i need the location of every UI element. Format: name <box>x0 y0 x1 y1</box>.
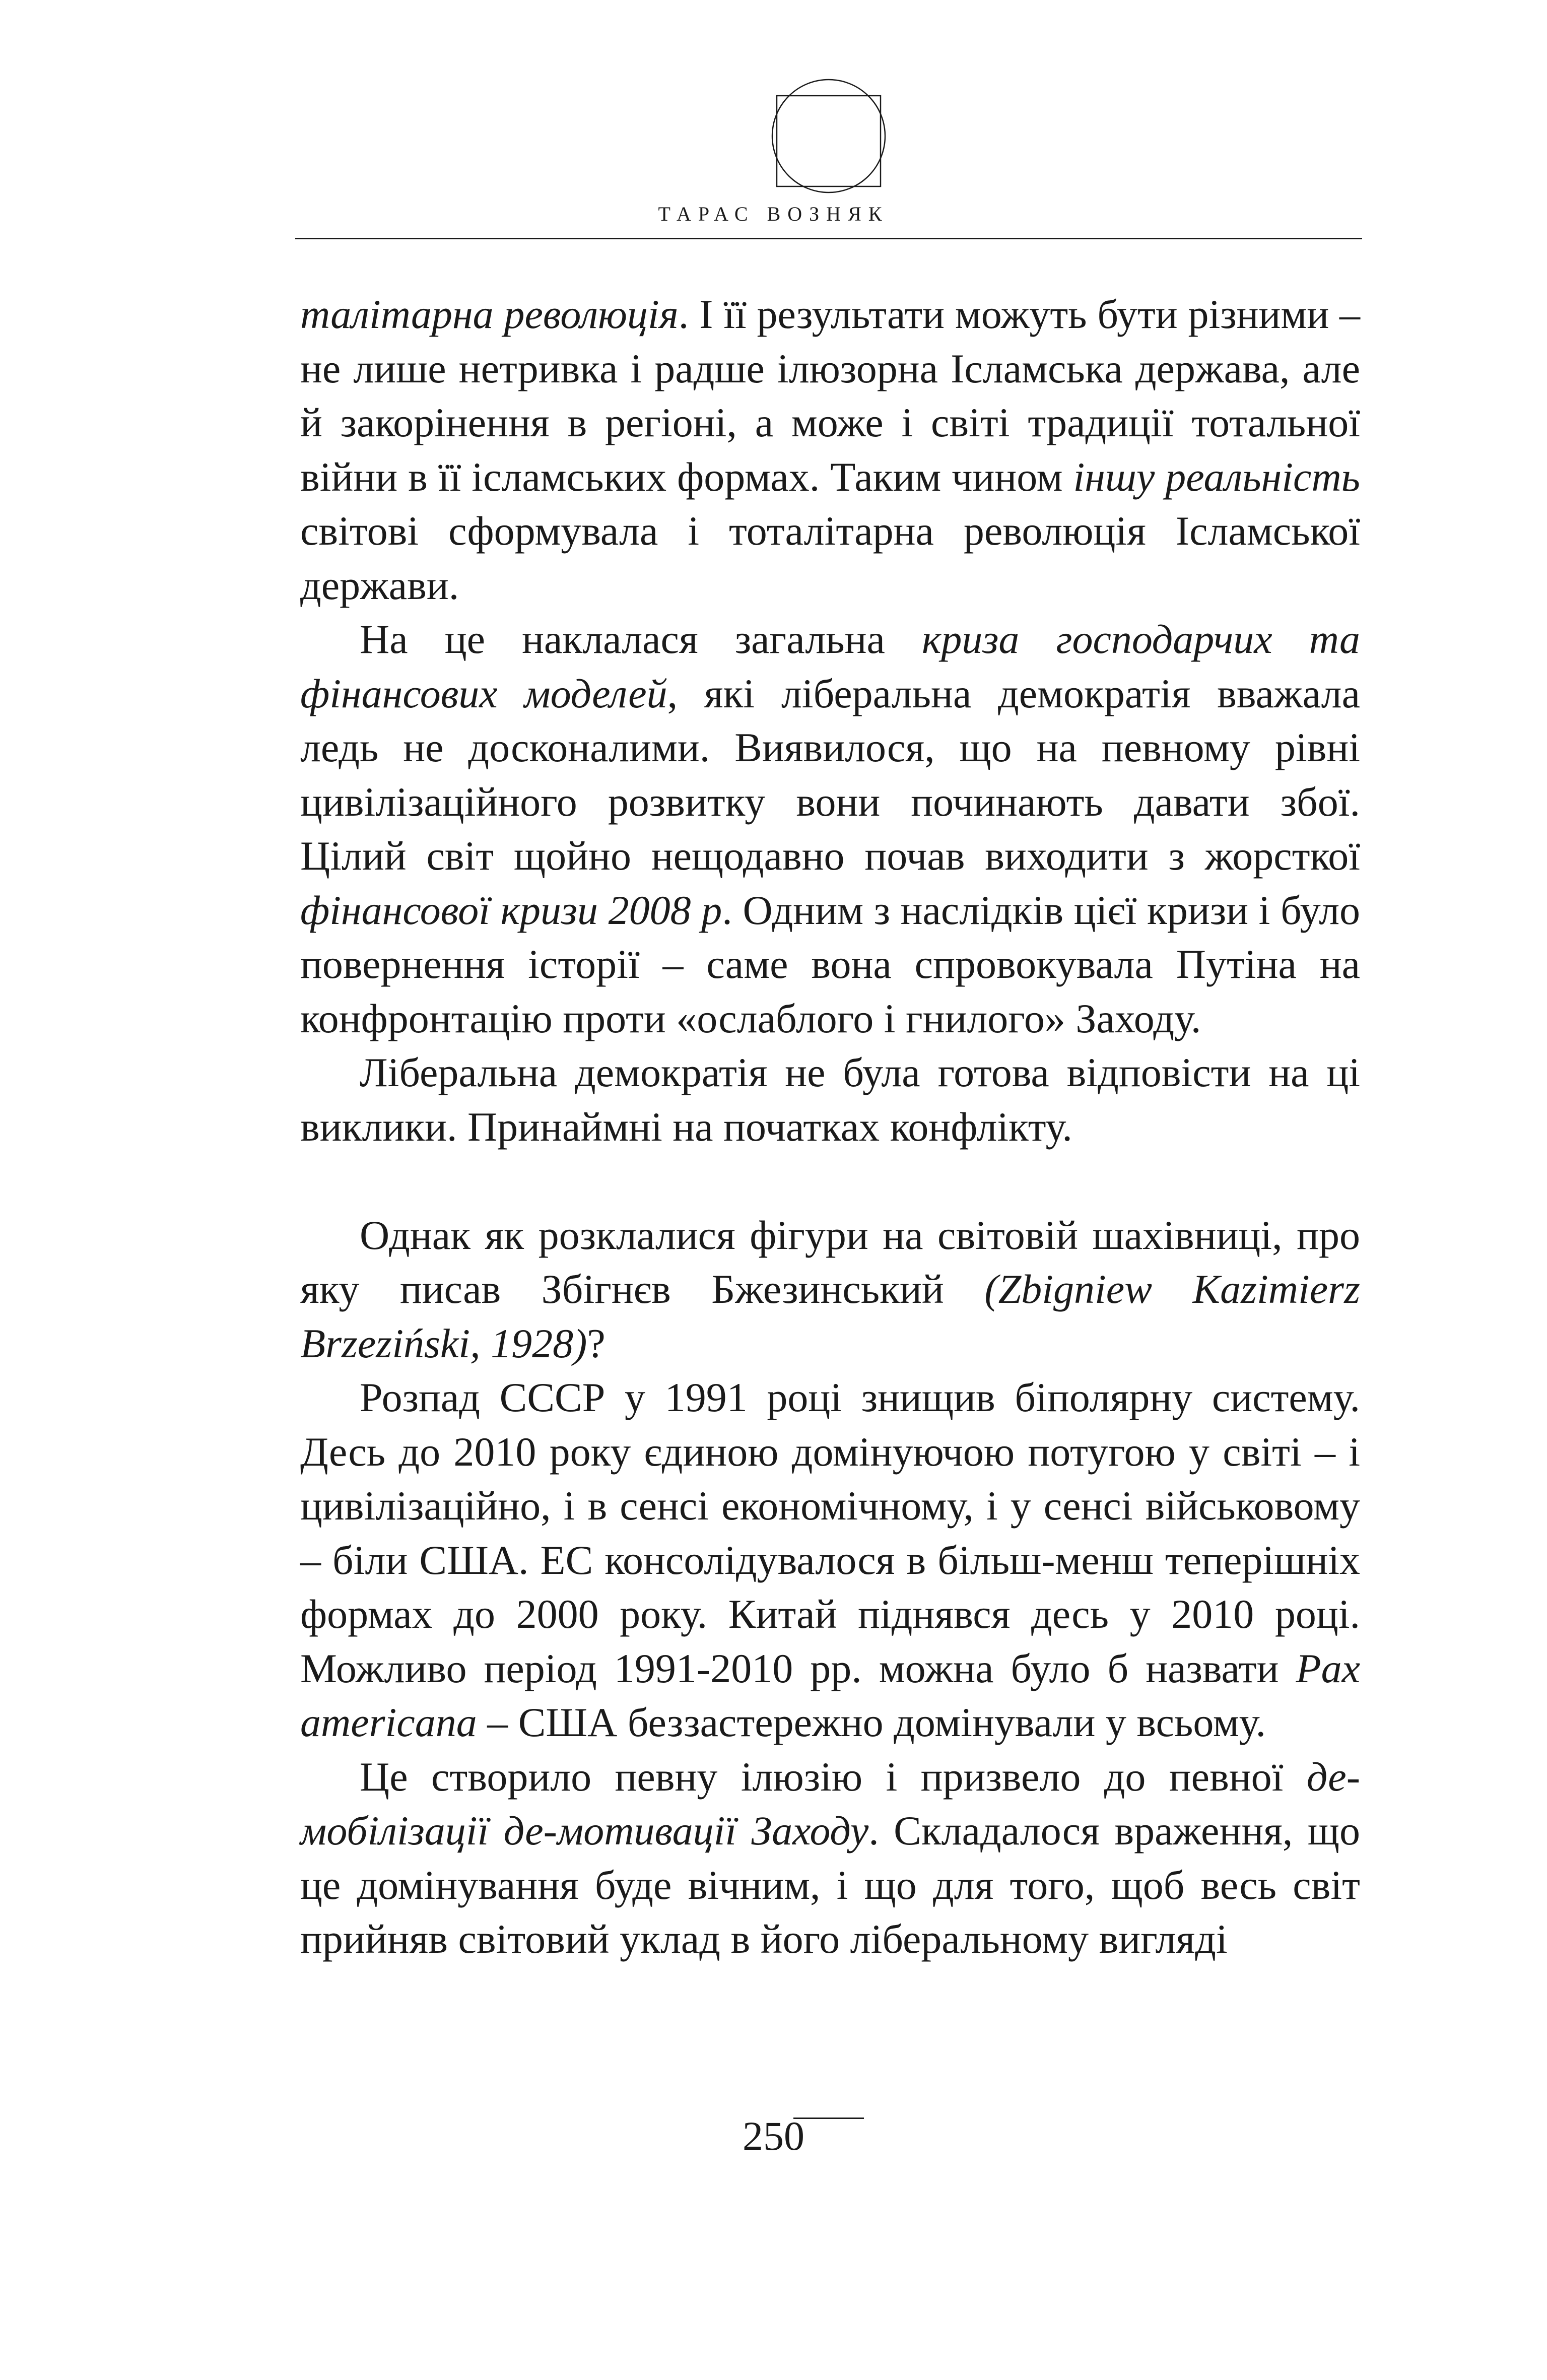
text-run: . Одним з наслідків цієї кризи і було повернення історії – саме вона спровокувала Путіна на конфронтацію проти «ослаблого і гнилого» Заходу. <box>300 887 1360 1041</box>
paragraph <box>300 1208 1360 1371</box>
text-run: Однак як розклалися фігури на світовій шахівниці, про яку писав Збігнєв Бжезинський <box>300 1212 1360 1312</box>
running-head: ТАРАС ВОЗНЯК <box>658 203 889 225</box>
text-run: . І її результати можуть бути різними – не лише нетривка і радше ілюзорна Ісламська держава, але й закорінення в регіоні, а може і світі традиції тотальної війни в її ісламських формах. Таким чином <box>300 291 1360 500</box>
italic-text: (Zbigniew Kazimierz Brzeziński, 1928) <box>300 1266 1361 1366</box>
body-text <box>300 287 1360 1966</box>
text-run: Це створило певну ілюзію і призвело до певної <box>360 1753 1307 1800</box>
paragraph-gap <box>300 1154 1360 1208</box>
text-run: – США беззастережно домінували у всьому. <box>477 1699 1266 1745</box>
paragraph <box>300 612 1360 1045</box>
text-run: , які ліберальна демократія вважала ледь не досконалими. Виявилося, що на певному рівні цивілізаційного розвитку вони починають давати збої. Цілий світ щойно нещодавно почав виходити з жорсткої <box>300 670 1360 879</box>
header-rule <box>295 238 1362 239</box>
italic-text: де-мобілізації де-мотивації Заходу <box>300 1753 1360 1854</box>
text-run: світові сформувала і тоталітарна революція Ісламської держави. <box>300 508 1360 608</box>
text-run: ? <box>587 1320 606 1366</box>
paragraph <box>300 1045 1360 1154</box>
text-run: Розпад СССР у 1991 році знищив біполярну систему. Десь до 2010 року єдиною домінуючою потугою у світі – і цивілізаційно, і в сенсі економічному, і у сенсі військовому – біли США. ЕС консолідувалося в більш-менш теперішніх формах до 2000 року. Китай піднявся десь у 2010 році. Можливо період 1991-2010 рр. можна було б назвати <box>300 1374 1360 1691</box>
emblem-logo <box>763 71 894 202</box>
paragraph <box>300 1370 1360 1750</box>
page-number: 250 <box>743 2113 804 2159</box>
italic-text: Pax americana <box>300 1645 1360 1745</box>
paragraph <box>300 1750 1360 1966</box>
text-run: На це наклалася загальна <box>360 616 922 662</box>
italic-text: іншу реальність <box>1073 453 1360 500</box>
italic-text: криза господарчих та фінансових моделей <box>300 616 1360 716</box>
italic-text: фінансової кризи 2008 р <box>300 887 722 933</box>
italic-text: талітарна революція <box>300 291 679 337</box>
text-run: Ліберальна демократія не була готова відповісти на ці виклики. Принаймні на початках конфлікту. <box>300 1049 1360 1150</box>
text-run: . Складалося враження, що це домінування буде вічним, і що для того, щоб весь світ прийняв світовий уклад в його ліберальному вигляді <box>300 1808 1360 1962</box>
paragraph <box>300 287 1360 612</box>
